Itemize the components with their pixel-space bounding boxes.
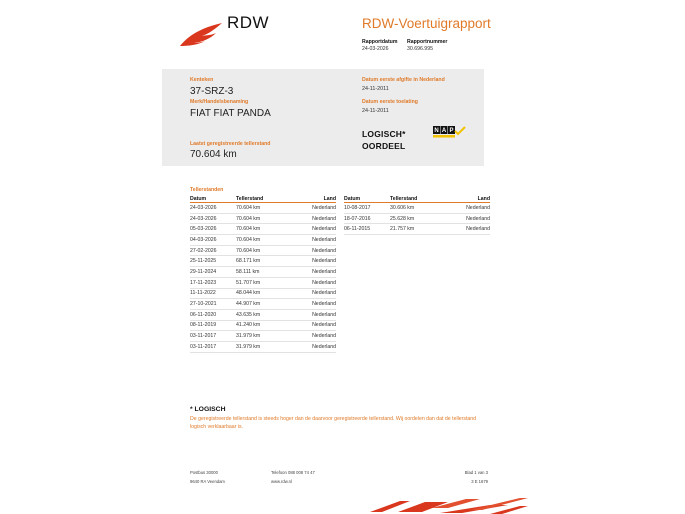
reading-km: 48.044 km bbox=[236, 288, 283, 299]
reading-land: Nederland bbox=[437, 203, 490, 214]
reading-land: Nederland bbox=[283, 341, 336, 352]
reading-land: Nederland bbox=[283, 299, 336, 310]
footer-address-line1: Postbus 30000 bbox=[190, 470, 218, 475]
reading-date: 03-11-2017 bbox=[190, 331, 236, 342]
reading-land: Nederland bbox=[283, 309, 336, 320]
reading-date: 29-11-2024 bbox=[190, 267, 236, 278]
table-row bbox=[190, 256, 336, 267]
logo-text: RDW bbox=[227, 13, 270, 32]
reading-date: 27-02-2026 bbox=[190, 245, 236, 256]
svg-text:N: N bbox=[434, 128, 439, 135]
table-row bbox=[344, 203, 490, 214]
reading-land: Nederland bbox=[283, 245, 336, 256]
table-row bbox=[190, 277, 336, 288]
reading-date: 10-08-2017 bbox=[344, 203, 390, 214]
table-header-row bbox=[344, 195, 490, 203]
reading-date: 06-11-2015 bbox=[344, 224, 390, 235]
footnote-text: De geregistreerde tellerstand is steeds hoger dan de daarvoor geregistreerde tellerstand. Wij oordelen dan dat de tellerstand logisch verklaarbaar is. bbox=[190, 416, 477, 430]
reading-km: 43.635 km bbox=[236, 309, 283, 320]
reading-km: 68.171 km bbox=[236, 256, 283, 267]
reading-km: 25.628 km bbox=[390, 213, 437, 224]
reading-land: Nederland bbox=[283, 320, 336, 331]
reading-date: 24-03-2026 bbox=[190, 203, 236, 214]
report-title: RDW-Voertuigrapport bbox=[362, 16, 491, 31]
report-number bbox=[407, 39, 447, 53]
verdict-line2: OORDEEL bbox=[362, 141, 406, 151]
reading-km: 70.604 km bbox=[236, 224, 283, 235]
brand-stripes-icon bbox=[370, 496, 528, 514]
report-number-label: Rapportnummer bbox=[407, 39, 448, 45]
reading-land: Nederland bbox=[283, 267, 336, 278]
table-row bbox=[190, 299, 336, 310]
odometer-value: 70.604 km bbox=[190, 149, 237, 160]
first-nl-label: Datum eerste afgifte in Nederland bbox=[362, 77, 445, 83]
reading-date: 27-10-2021 bbox=[190, 299, 236, 310]
reading-land: Nederland bbox=[283, 331, 336, 342]
table-row bbox=[190, 341, 336, 352]
table-row bbox=[190, 213, 336, 224]
reading-land: Nederland bbox=[437, 224, 490, 235]
footer-phone: Telefoon 088 008 74 47 bbox=[271, 470, 315, 475]
reading-land: Nederland bbox=[283, 235, 336, 246]
reading-date: 18-07-2016 bbox=[344, 213, 390, 224]
nap-badge-icon bbox=[433, 126, 466, 138]
reading-km: 21.757 km bbox=[390, 224, 437, 235]
svg-text:P: P bbox=[449, 128, 454, 135]
col-land-header: Land bbox=[437, 195, 490, 203]
col-date-header: Datum bbox=[344, 195, 390, 203]
footer-web-link[interactable]: www.rdw.nl bbox=[271, 479, 292, 484]
table-row bbox=[190, 320, 336, 331]
readings-table-right bbox=[344, 195, 490, 235]
reading-km: 70.604 km bbox=[236, 245, 283, 256]
table-row bbox=[344, 224, 490, 235]
svg-text:A: A bbox=[441, 128, 447, 135]
table-row bbox=[190, 245, 336, 256]
kenteken-value: 37-SRZ-3 bbox=[190, 86, 234, 97]
rdw-wing-icon bbox=[178, 22, 224, 48]
footer-page-info bbox=[440, 468, 488, 486]
col-date-header: Datum bbox=[190, 195, 236, 203]
reading-km: 58.111 km bbox=[236, 267, 283, 278]
reading-date: 24-03-2026 bbox=[190, 213, 236, 224]
table-row bbox=[190, 235, 336, 246]
footer-page-number: Blad 1 van 3 bbox=[464, 470, 488, 475]
footer-address-line2: 9640 RA Veendam bbox=[190, 479, 225, 484]
kenteken-label: Kenteken bbox=[190, 77, 214, 83]
reading-km: 30.606 km bbox=[390, 203, 437, 214]
odometer-label: Laatst geregistreerde tellerstand bbox=[190, 141, 271, 147]
reading-km: 31.979 km bbox=[236, 331, 283, 342]
merk-label: Merk/Handelsbenaming bbox=[190, 99, 249, 105]
reading-date: 05-03-2026 bbox=[190, 224, 236, 235]
report-date-label: Rapportdatum bbox=[362, 39, 398, 45]
reading-land: Nederland bbox=[283, 256, 336, 267]
col-km-header: Tellerstand bbox=[390, 195, 437, 203]
reading-land: Nederland bbox=[283, 277, 336, 288]
reading-date: 25-11-2025 bbox=[190, 256, 236, 267]
reading-km: 70.604 km bbox=[236, 235, 283, 246]
reading-land: Nederland bbox=[283, 213, 336, 224]
table-row bbox=[190, 267, 336, 278]
reading-land: Nederland bbox=[283, 288, 336, 299]
rdw-logo bbox=[178, 12, 273, 48]
reading-km: 41.240 km bbox=[236, 320, 283, 331]
reading-km: 31.979 km bbox=[236, 341, 283, 352]
readings-title: Tellerstanden bbox=[190, 187, 224, 193]
first-admit-label: Datum eerste toelating bbox=[362, 99, 418, 105]
reading-land: Nederland bbox=[283, 203, 336, 214]
table-row bbox=[344, 213, 490, 224]
table-row bbox=[190, 309, 336, 320]
table-row bbox=[190, 331, 336, 342]
footer-address bbox=[190, 468, 225, 486]
reading-date: 03-11-2017 bbox=[190, 341, 236, 352]
col-land-header: Land bbox=[283, 195, 336, 203]
first-admit-value: 24-11-2011 bbox=[362, 108, 389, 114]
verdict bbox=[362, 128, 406, 152]
footnote-title: * LOGISCH bbox=[190, 406, 226, 413]
reading-km: 70.604 km bbox=[236, 213, 283, 224]
verdict-line1: LOGISCH* bbox=[362, 129, 406, 139]
reading-date: 08-11-2019 bbox=[190, 320, 236, 331]
reading-date: 06-11-2020 bbox=[190, 309, 236, 320]
footer-code: 3 E 1679 bbox=[471, 479, 488, 484]
reading-land: Nederland bbox=[437, 213, 490, 224]
reading-date: 17-11-2023 bbox=[190, 277, 236, 288]
report-date-value: 24-03-2026 bbox=[362, 46, 389, 52]
report-date bbox=[362, 39, 397, 53]
col-km-header: Tellerstand bbox=[236, 195, 283, 203]
reading-km: 51.707 km bbox=[236, 277, 283, 288]
reading-km: 70.604 km bbox=[236, 203, 283, 214]
table-row bbox=[190, 203, 336, 214]
merk-value: FIAT FIAT PANDA bbox=[190, 108, 271, 119]
footer-contact bbox=[271, 468, 315, 486]
reading-land: Nederland bbox=[283, 224, 336, 235]
table-row bbox=[190, 288, 336, 299]
reading-km: 44.907 km bbox=[236, 299, 283, 310]
readings-table-left bbox=[190, 195, 336, 353]
report-number-value: 30.696.995 bbox=[407, 46, 433, 52]
reading-date: 04-03-2026 bbox=[190, 235, 236, 246]
table-header-row bbox=[190, 195, 336, 203]
table-row bbox=[190, 224, 336, 235]
reading-date: 11-11-2022 bbox=[190, 288, 236, 299]
first-nl-value: 24-11-2011 bbox=[362, 86, 389, 92]
